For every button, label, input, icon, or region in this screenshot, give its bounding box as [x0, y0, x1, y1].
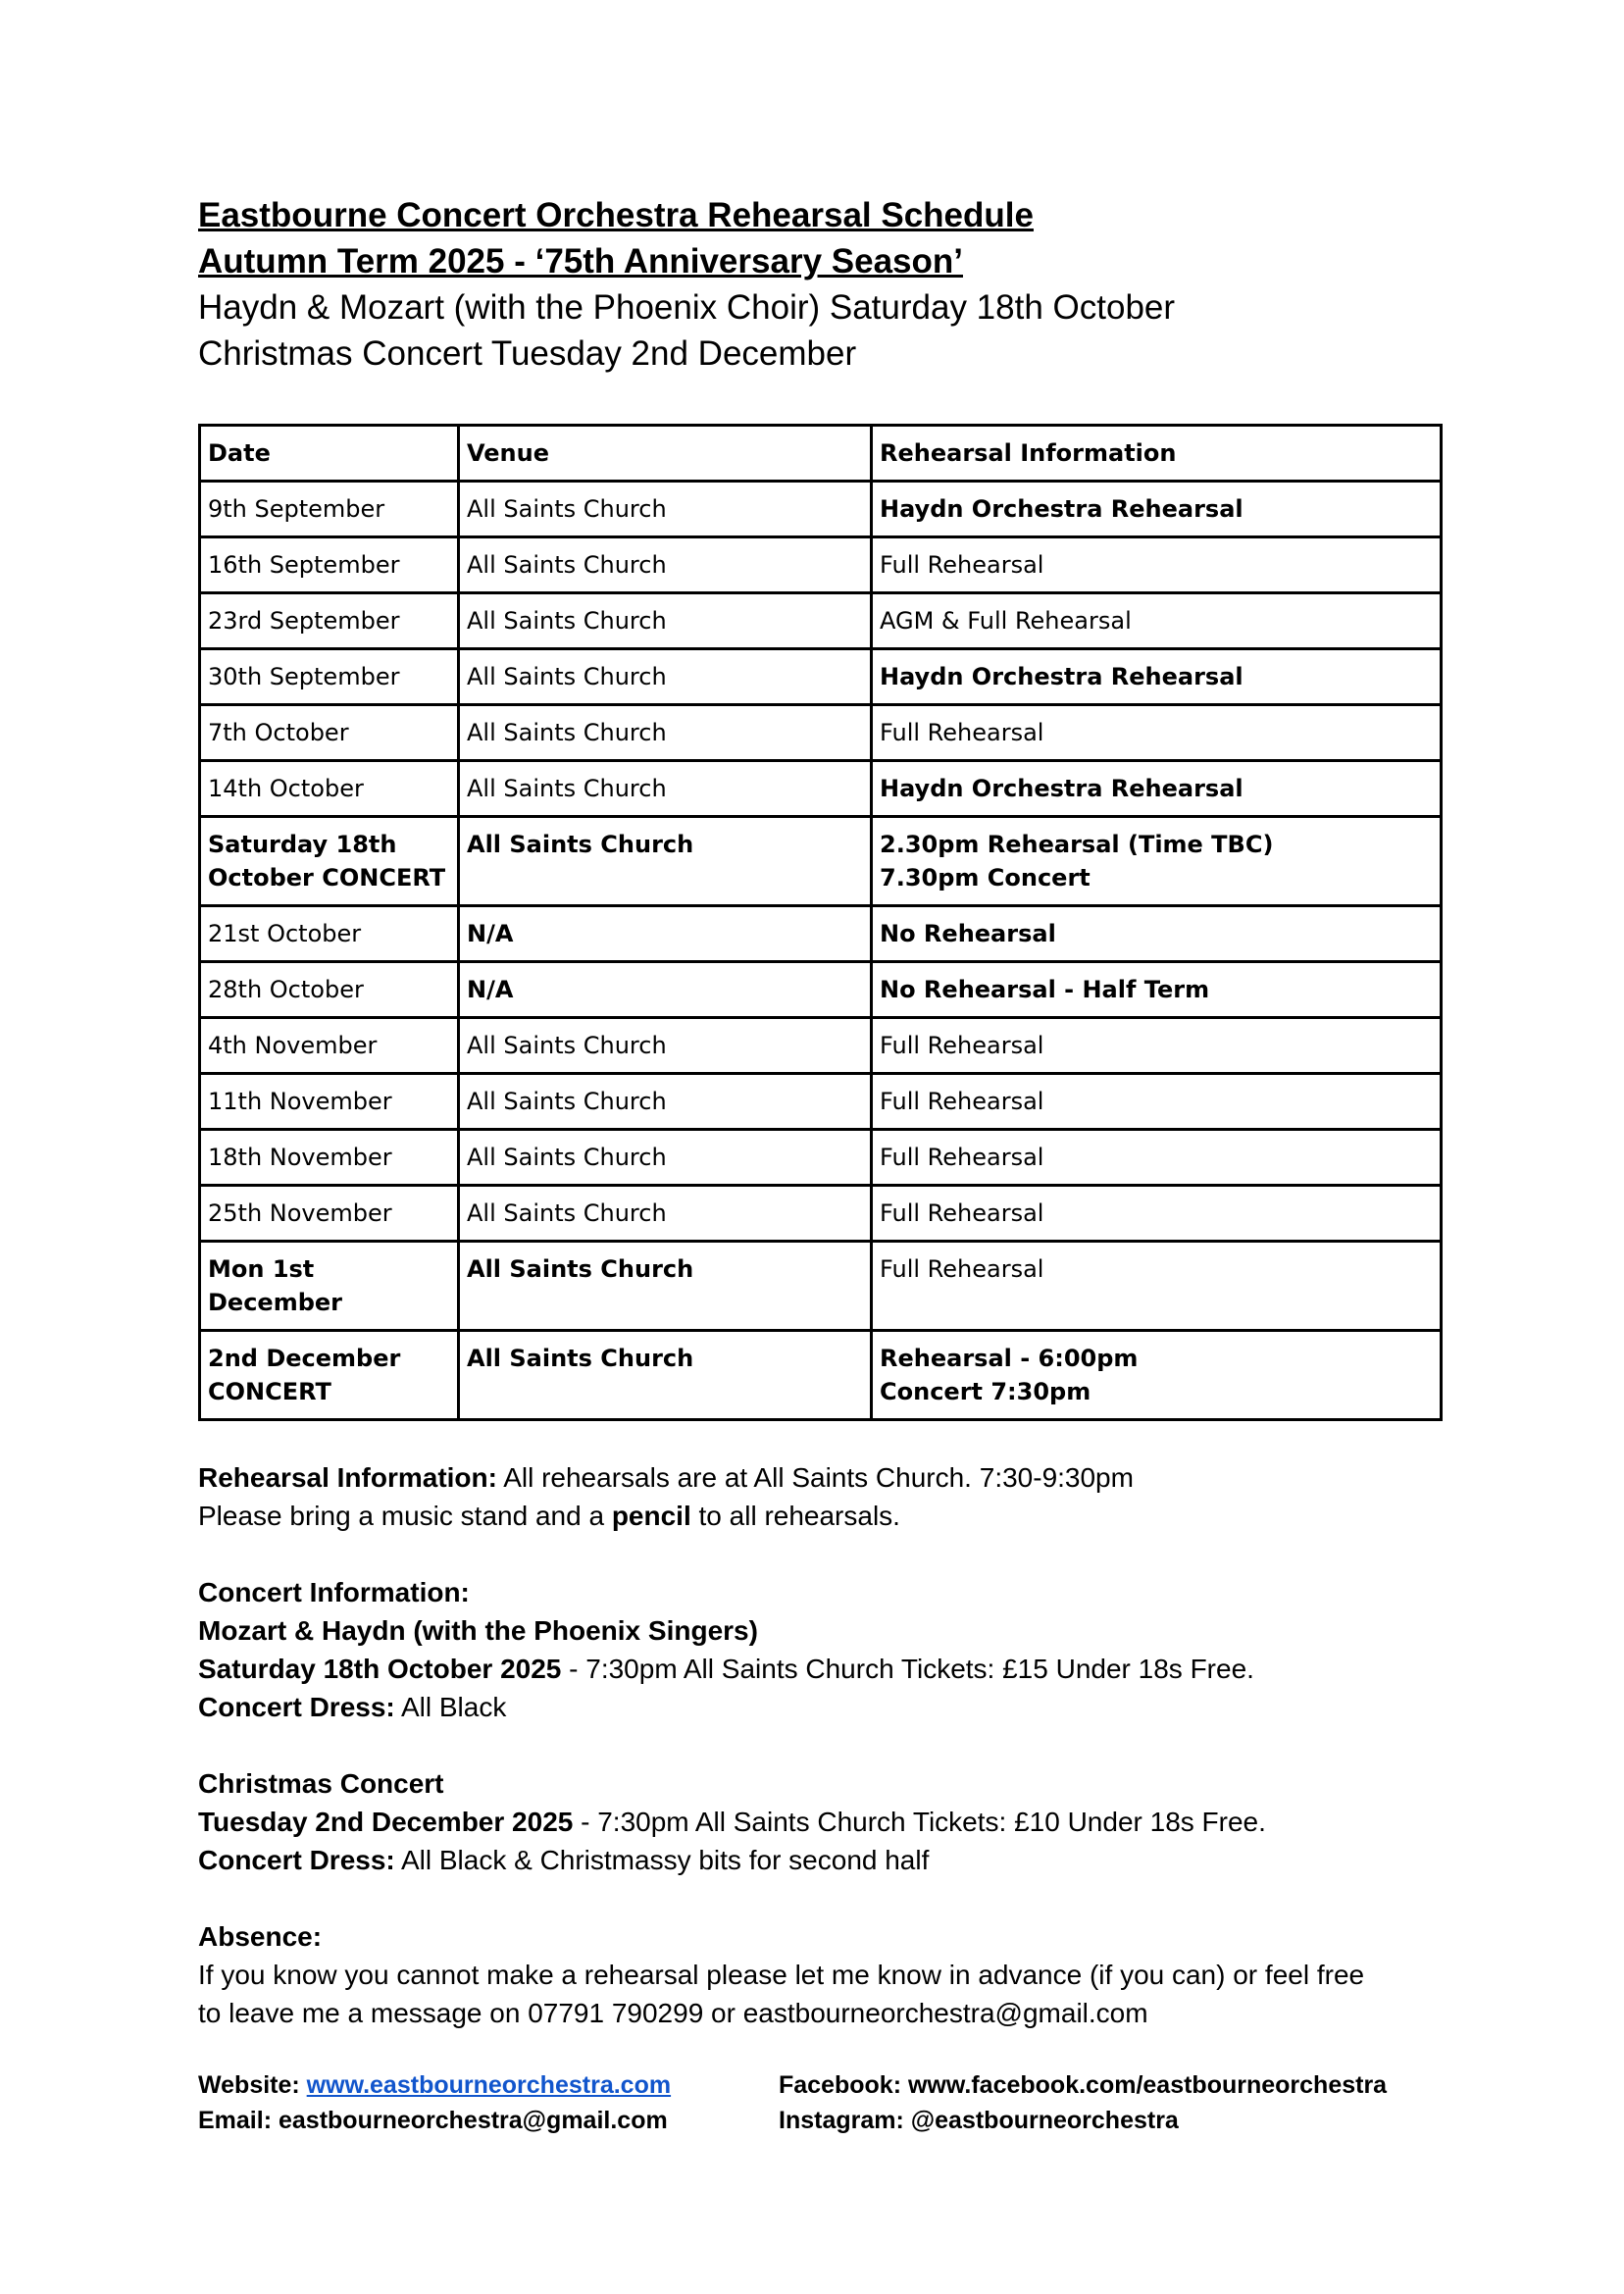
cell-venue: All Saints Church [459, 1018, 872, 1074]
cell-info [872, 817, 1442, 906]
concert-info-details: - 7:30pm All Saints Church Tickets: £15 Under 18s Free. [561, 1654, 1254, 1684]
cell-venue: All Saints Church [459, 1130, 872, 1186]
cell-date: 30th September [200, 649, 459, 705]
document-page [198, 192, 1444, 2134]
table-row [200, 1331, 1442, 1420]
rehearsal-info-post: to all rehearsals. [690, 1501, 900, 1531]
facebook-line [779, 2067, 1446, 2103]
christmas-details: - 7:30pm All Saints Church Tickets: £10 Under 18s Free. [573, 1807, 1266, 1837]
cell-info: Full Rehearsal [872, 705, 1442, 761]
cell-venue: N/A [459, 906, 872, 962]
cell-date: 7th October [200, 705, 459, 761]
table-row [200, 1186, 1442, 1242]
cell-venue: All Saints Church [459, 537, 872, 593]
website-line [198, 2067, 767, 2103]
cell-venue: All Saints Church [459, 649, 872, 705]
footer-right [779, 2067, 1446, 2138]
concert-info-heading-text: Concert Information: [198, 1577, 470, 1607]
cell-date: 25th November [200, 1186, 459, 1242]
cell-date: 21st October [200, 906, 459, 962]
table-row [200, 1074, 1442, 1130]
cell-date: 16th September [200, 537, 459, 593]
header-venue: Venue [459, 426, 872, 482]
table-row [200, 1130, 1442, 1186]
cell-date-line1: Saturday 18th [208, 831, 397, 858]
cell-venue: All Saints Church [459, 817, 872, 906]
cell-venue: All Saints Church [459, 761, 872, 817]
footer-left [198, 2067, 767, 2138]
cell-date-line2: October CONCERT [208, 864, 446, 892]
cell-info: No Rehearsal [872, 906, 1442, 962]
instagram-handle: @eastbourneorchestra [910, 2107, 1179, 2134]
absence-line-2: to leave me a message on 07791 790299 or eastbourneorchestra@gmail.com [198, 1998, 1148, 2028]
header [198, 192, 1444, 377]
cell-info [872, 1331, 1442, 1420]
cell-info-line2: 7.30pm Concert [880, 864, 1091, 892]
rehearsal-info-text: All rehearsals are at All Saints Church. 7:30-9:30pm [496, 1462, 1134, 1493]
table-row [200, 817, 1442, 906]
cell-venue: All Saints Church [459, 482, 872, 537]
cell-date [200, 1331, 459, 1420]
christmas-dress: All Black & Christmassy bits for second half [394, 1845, 930, 1875]
facebook-url: www.facebook.com/eastbourneorchestra [907, 2071, 1388, 2099]
table-row [200, 705, 1442, 761]
cell-date-line2: CONCERT [208, 1378, 331, 1405]
email-line [198, 2103, 767, 2138]
cell-date: 18th November [200, 1130, 459, 1186]
table-row [200, 1018, 1442, 1074]
cell-info: Haydn Orchestra Rehearsal [872, 482, 1442, 537]
cell-venue: All Saints Church [459, 1242, 872, 1331]
cell-venue: All Saints Church [459, 1186, 872, 1242]
table-row [200, 537, 1442, 593]
facebook-label: Facebook: [779, 2071, 908, 2099]
cell-info: Full Rehearsal [872, 1018, 1442, 1074]
rehearsal-info-line-2 [198, 1497, 1444, 1535]
table-row [200, 482, 1442, 537]
cell-venue: N/A [459, 962, 872, 1018]
email-address: eastbourneorchestra@gmail.com [278, 2107, 668, 2134]
concert-info-date-line [198, 1650, 1444, 1688]
table-row [200, 761, 1442, 817]
concert-info-name [198, 1611, 1444, 1650]
cell-info: Haydn Orchestra Rehearsal [872, 649, 1442, 705]
website-link[interactable]: www.eastbourneorchestra.com [306, 2071, 672, 2099]
cell-info: Full Rehearsal [872, 1130, 1442, 1186]
table-header-row [200, 426, 1442, 482]
absence-line-1: If you know you cannot make a rehearsal please let me know in advance (if you can) or feel free [198, 1960, 1365, 1990]
cell-info: AGM & Full Rehearsal [872, 593, 1442, 649]
cell-info-line1: Rehearsal - 6:00pm [880, 1345, 1139, 1372]
absence-heading-text: Absence: [198, 1921, 323, 1952]
schedule-table [198, 424, 1443, 1421]
pencil-word: pencil [611, 1501, 691, 1531]
table-row [200, 962, 1442, 1018]
cell-info-line1: 2.30pm Rehearsal (Time TBC) [880, 831, 1274, 858]
cell-venue: All Saints Church [459, 1074, 872, 1130]
rehearsal-info-line [198, 1458, 1444, 1497]
header-info: Rehearsal Information [872, 426, 1442, 482]
table-row [200, 649, 1442, 705]
cell-date: 23rd September [200, 593, 459, 649]
document-subtitle: Autumn Term 2025 - ‘75th Anniversary Season’ [198, 242, 963, 280]
cell-venue: All Saints Church [459, 593, 872, 649]
website-label: Website: [198, 2071, 307, 2099]
cell-info: Full Rehearsal [872, 537, 1442, 593]
cell-date [200, 817, 459, 906]
absence-heading [198, 1917, 1444, 1956]
instagram-line [779, 2103, 1446, 2138]
cell-info: Full Rehearsal [872, 1186, 1442, 1242]
concert-info-date: Saturday 18th October 2025 [198, 1654, 562, 1684]
cell-info: Full Rehearsal [872, 1074, 1442, 1130]
cell-info: Full Rehearsal [872, 1242, 1442, 1331]
concert-line-2: Christmas Concert Tuesday 2nd December [198, 334, 857, 373]
cell-date-line1: 2nd December [208, 1345, 401, 1372]
cell-date: 14th October [200, 761, 459, 817]
christmas-date-line [198, 1803, 1444, 1841]
email-label: Email: [198, 2107, 279, 2134]
cell-date: Mon 1st December [200, 1242, 459, 1331]
table-row [200, 906, 1442, 962]
table-row [200, 593, 1442, 649]
table-row [200, 1242, 1442, 1331]
header-date: Date [200, 426, 459, 482]
rehearsal-info-pre: Please bring a music stand and a [198, 1501, 612, 1531]
cell-venue: All Saints Church [459, 1331, 872, 1420]
concert-info-name-text: Mozart & Haydn (with the Phoenix Singers) [198, 1615, 758, 1646]
christmas-dress-line [198, 1841, 1444, 1879]
christmas-date: Tuesday 2nd December 2025 [198, 1807, 574, 1837]
cell-date: 4th November [200, 1018, 459, 1074]
concert-info-dress-line [198, 1688, 1444, 1726]
concert-info-dress: All Black [394, 1692, 507, 1722]
cell-date: 9th September [200, 482, 459, 537]
cell-info-line2: Concert 7:30pm [880, 1378, 1091, 1405]
concert-line-1: Haydn & Mozart (with the Phoenix Choir) Saturday 18th October [198, 288, 1176, 327]
cell-info: Haydn Orchestra Rehearsal [872, 761, 1442, 817]
information-section [198, 1458, 1444, 2032]
instagram-label: Instagram: [779, 2107, 911, 2134]
cell-date: 28th October [200, 962, 459, 1018]
rehearsal-info-label: Rehearsal Information: [198, 1462, 497, 1493]
document-title: Eastbourne Concert Orchestra Rehearsal Schedule [198, 196, 1034, 234]
concert-info-dress-label: Concert Dress: [198, 1692, 395, 1722]
christmas-heading-text: Christmas Concert [198, 1768, 444, 1799]
christmas-dress-label: Concert Dress: [198, 1845, 395, 1875]
cell-date: 11th November [200, 1074, 459, 1130]
cell-venue: All Saints Church [459, 705, 872, 761]
concert-info-heading [198, 1573, 1444, 1611]
cell-info: No Rehearsal - Half Term [872, 962, 1442, 1018]
christmas-heading [198, 1764, 1444, 1803]
